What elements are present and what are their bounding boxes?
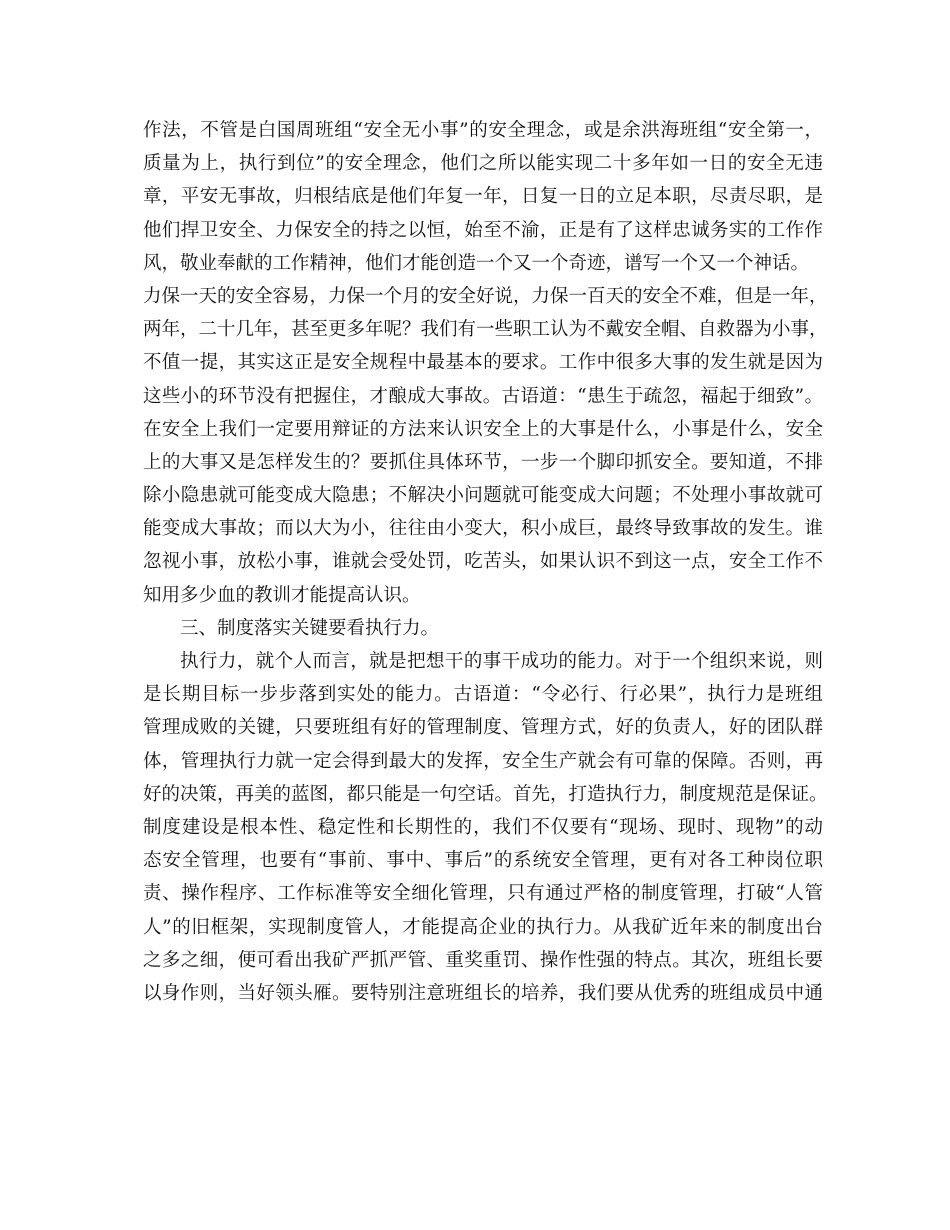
text-line: 体，管理执行力就一定会得到最大的发挥，安全生产就会有可靠的保障。否则，再 bbox=[143, 750, 823, 772]
text-line: 这些小的环节没有把握住，才酿成大事故。古语道：“患生于疏忽，福起于细致”。 bbox=[143, 385, 823, 407]
text-line: 不值一提，其实这正是安全规程中最基本的要求。工作中很多大事的发生就是因为 bbox=[143, 352, 823, 374]
text-line: 作法，不管是白国周班组“安全无小事”的安全理念，或是余洪海班组“安全第一， bbox=[143, 120, 823, 141]
section-heading: 三、制度落实关键要看执行力。 bbox=[180, 617, 440, 639]
text-line: 上的大事又是怎样发生的？要抓住具体环节，一步一个脚印抓安全。要知道，不排 bbox=[143, 451, 823, 473]
text-line: 执行力，就个人而言，就是把想干的事干成功的能力。对于一个组织来说，则 bbox=[180, 651, 823, 672]
text-line: 能变成大事故；而以大为小，往往由小变大，积小成巨，最终导致事故的发生。谁 bbox=[143, 518, 823, 540]
text-line: 除小隐患就可能变成大隐患；不解决小问题就可能变成大问题；不处理小事故就可 bbox=[143, 485, 823, 507]
text-line: 在安全上我们一定要用辩证的方法来认识安全上的大事是什么，小事是什么，安全 bbox=[143, 418, 823, 440]
text-line: 风，敬业奉献的工作精神，他们才能创造一个又一个奇迹，谱写一个又一个神话。 bbox=[143, 252, 810, 274]
text-line: 质量为上，执行到位”的安全理念，他们之所以能实现二十多年如一日的安全无违 bbox=[143, 153, 823, 175]
text-line: 之多之细，便可看出我矿严抓严管、重奖重罚、操作性强的特点。其次，班组长要 bbox=[143, 949, 823, 971]
text-line: 是长期目标一步步落到实处的能力。古语道：“令必行、行必果”，执行力是班组 bbox=[143, 684, 823, 706]
text-line: 责、操作程序、工作标准等安全细化管理，只有通过严格的制度管理，打破“人管 bbox=[143, 883, 823, 905]
text-line: 他们捍卫安全、力保安全的持之以恒，始至不渝，正是有了这样忠诚务实的工作作 bbox=[143, 219, 823, 241]
text-line: 人”的旧框架，实现制度管人，才能提高企业的执行力。从我矿近年来的制度出台 bbox=[143, 916, 823, 938]
text-line: 知用多少血的教训才能提高认识。 bbox=[143, 584, 421, 606]
text-line: 以身作则，当好领头雁。要特别注意班组长的培养，我们要从优秀的班组成员中通 bbox=[143, 982, 823, 1004]
text-line: 好的决策，再美的蓝图，都只能是一句空话。首先，打造执行力，制度规范是保证。 bbox=[143, 783, 828, 805]
text-line: 两年，二十几年，甚至更多年呢？我们有一些职工认为不戴安全帽、自救器为小事， bbox=[143, 319, 828, 341]
text-line: 态安全管理，也要有“事前、事中、事后”的系统安全管理，更有对各工种岗位职 bbox=[143, 850, 823, 872]
text-line: 章，平安无事故，归根结底是他们年复一年，日复一日的立足本职，尽责尽职，是 bbox=[143, 186, 823, 208]
text-line: 管理成败的关键，只要班组有好的管理制度、管理方式，好的负责人，好的团队群 bbox=[143, 717, 823, 739]
document-page bbox=[143, 114, 828, 1010]
text-line: 力保一天的安全容易，力保一个月的安全好说，力保一百天的安全不难，但是一年， bbox=[143, 285, 828, 307]
text-line: 制度建设是根本性、稳定性和长期性的，我们不仅要有“现场、现时、现物”的动 bbox=[143, 816, 823, 838]
text-line: 忽视小事，放松小事，谁就会受处罚，吃苦头，如果认识不到这一点，安全工作不 bbox=[143, 551, 823, 573]
